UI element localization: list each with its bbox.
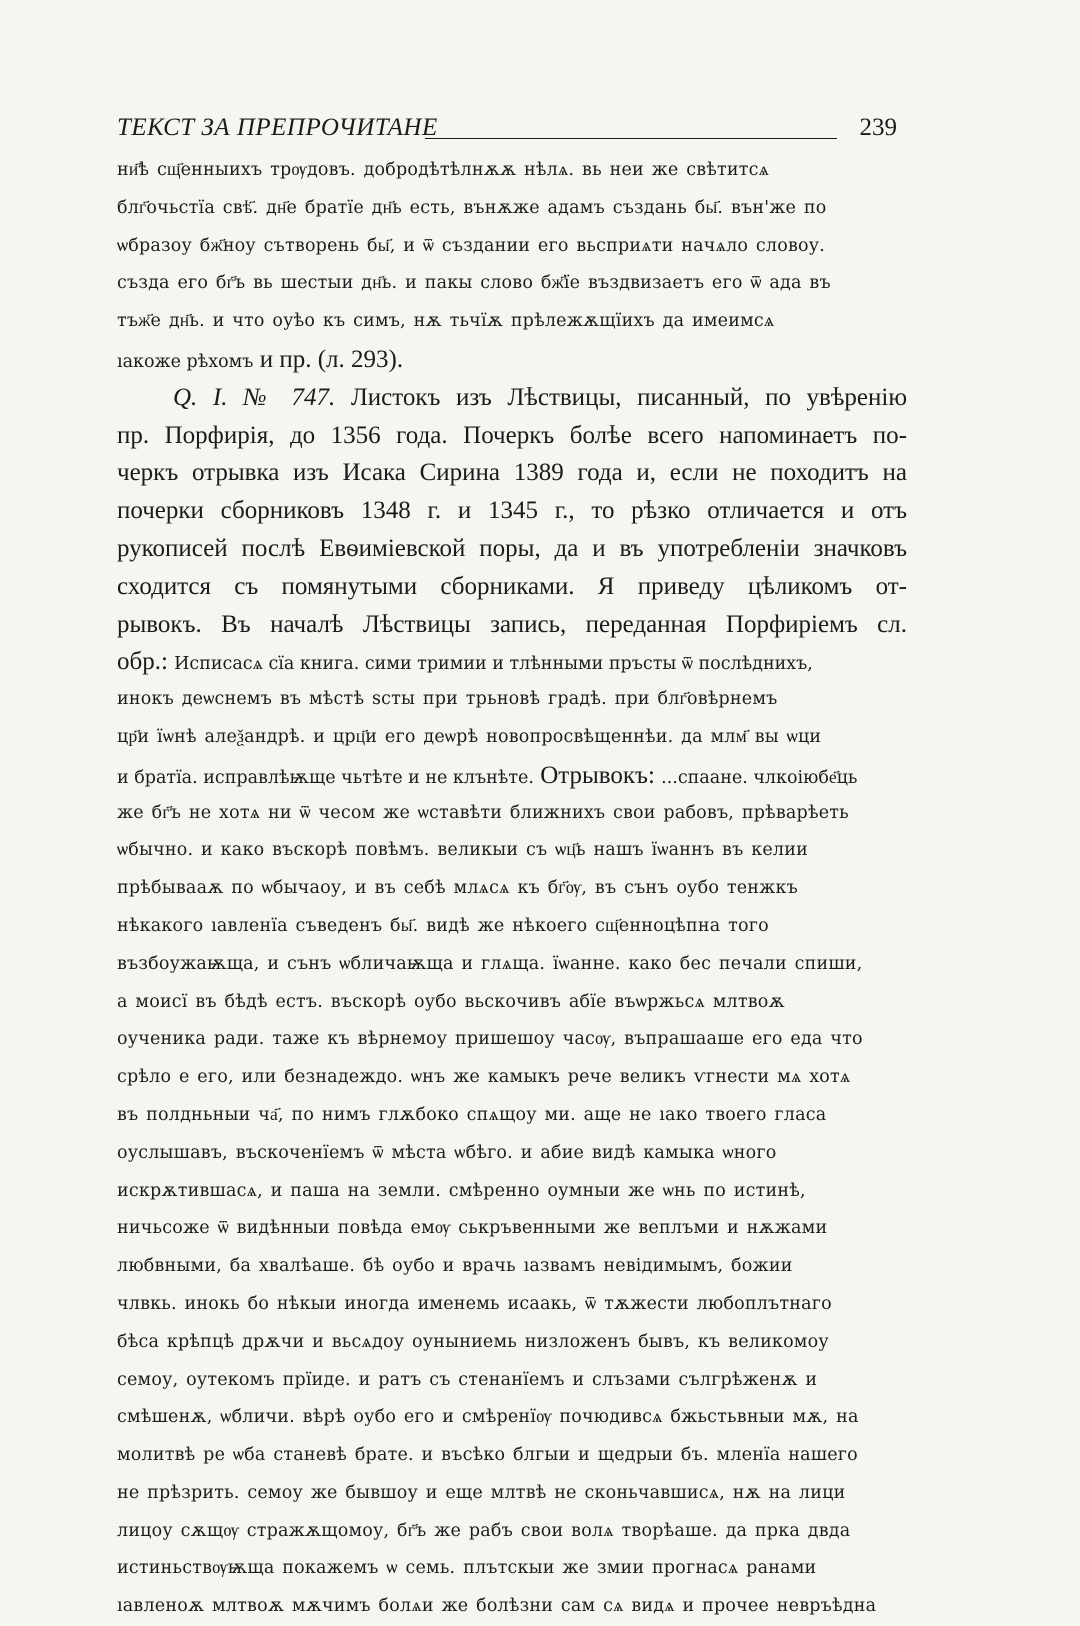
slavonic-line-end — [117, 341, 907, 379]
slavonic-line: оуслышавъ, въскоченїемъ ѿ мѣста ѡбѣго. и абие видѣ камыка ѡного — [117, 1142, 777, 1163]
commentary-fragment: Листокъ изъ Лѣствицы, писанный, по увѣренію — [350, 383, 907, 411]
page-number: 239 — [859, 114, 897, 141]
folio-reference: и пр. (л. 293). — [259, 345, 404, 373]
slavonic-fragment: ıакоже рѣхомъ — [117, 351, 254, 372]
slavonic-line: възбоужаѭща, и сънъ ѡбличаѭща и глѧща. їѡанне. како бес печали спиши, — [117, 953, 863, 974]
slavonic-fragment: Исписасѧ сїа книга. сими тримии и тлѣнными пръсты ѿ послѣднихъ, — [174, 654, 813, 675]
commentary-line: рывокъ. Въ началѣ Лѣствицы запись, переданная Порфиріемъ сл. — [117, 610, 907, 638]
commentary-line — [117, 379, 907, 417]
excerpt-label: Отрывокъ: — [540, 761, 655, 789]
slavonic-line: тъж҃е дн҃ь. и что оуѣо къ симъ, нѫ тьчїѫ прѣлежѫщїихъ да имеимсѧ — [117, 311, 775, 332]
slavonic-line: ни҃ѣ сщ҃енныихъ трѹдовъ. добродѣтѣлнѫѫ нѣлѧ. вь неи же свѣтитсѧ — [117, 160, 770, 180]
slavonic-line: любвными, ба хвалѣаше. бѣ оубо и врачь ıазвамъ невідимымъ, божии — [117, 1256, 793, 1277]
slavonic-line: ничьсоже ѿ видѣнныи повѣда емѹ ськръвенными же веплъми и нѫжами — [117, 1218, 828, 1239]
slavonic-line — [117, 757, 907, 795]
slavonic-line: члвкь. инокь бо нѣкыи иногда именемь исаакь, ѿ тѫжести любоплътнаго — [117, 1293, 832, 1314]
slavonic-line: ѡбразоу бж҃ноу сътворень бы҃, и ѿ създании его вьсприѧти начѧло словоу. — [117, 235, 826, 256]
slavonic-line: въ полдньныи ча҃, по нимъ глѫбоко спѧщоу ми. аще не ıако твоего гласа — [117, 1104, 827, 1125]
slavonic-line: смѣшенѫ, ѡбличи. вѣрѣ оубо его и смѣренїѹ почюдивсѧ бжьстьвныи мѫ, на — [117, 1407, 859, 1428]
running-title: ТЕКСТ ЗА ПРЕПРОЧИТАНЕ — [117, 114, 438, 141]
manuscript-reference: Q. I. № 747. — [173, 383, 336, 411]
slavonic-line: ıавленоѫ млтвоѫ мѫчимъ болѧи же болѣзни сам сѧ видѧ и прочее невръѣдна — [117, 1596, 877, 1617]
slavonic-line: прѣбывааѫ по ѡбычаоу, и въ себѣ млѧсѧ къ бг҃ѹ, въ сънъ оубо тенжкъ — [117, 878, 798, 899]
slavonic-line: истиньствѹѭща покажемъ ѡ семь. плътскыи же змии прогнасѧ ранами — [117, 1558, 817, 1579]
slavonic-line: молитвѣ ре ѡба станевѣ брате. и въсѣко блгыи и щедрыи бъ. мленїа нашего — [117, 1445, 858, 1466]
commentary-line: пр. Порфирія, до 1356 года. Почеркъ болѣе всего напоминаетъ по- — [117, 421, 907, 449]
slavonic-line: инокъ деѡснемъ въ мѣстѣ ѕсты при трьновѣ градѣ. при блг҃овѣрнемъ — [117, 689, 778, 710]
running-header — [117, 114, 897, 148]
slavonic-line: блг҃очьстїа свѣ҃. дн҃е братїе дн҃ь есть, вънѫже адамъ създань бы҃. вън'же по — [117, 197, 827, 218]
commentary-line: черкъ отрывка изъ Исака Сирина 1389 года и, если не походитъ на — [117, 459, 907, 487]
header-rule — [425, 138, 837, 139]
slavonic-line: искрѫтившасѧ, и паша на земли. смѣренно оумныи же ѡнь по истинѣ, — [117, 1180, 806, 1201]
body-text — [117, 152, 907, 1626]
slavonic-line: не прѣзрить. семоу же бывшоу и еще млтвѣ не сконьчавшисѧ, нѫ на лици — [117, 1482, 846, 1503]
slavonic-fragment: и братїа. исправлѣѭще чьтѣте и не клънѣте. — [117, 767, 534, 788]
slavonic-line: лицоу сѫщѹ стражѫщомоу, бг҃ъ же рабъ свои волѧ творѣаше. да прка двда — [117, 1520, 851, 1541]
slavonic-line: срѣло е его, или безнадеждо. ѡнъ же камыкъ рече великъ ѵгнести мѧ хотѧ — [117, 1067, 851, 1088]
commentary-line — [117, 643, 907, 681]
slavonic-line: създа его бг҃ъ вь шестыи дн҃ь. и пакы слово бж҃їе въздвизаетъ его ѿ ада въ — [117, 273, 831, 294]
commentary-line: сходится съ помянутыми сборниками. Я приведу цѣликомъ от- — [117, 572, 907, 600]
slavonic-line: ѡбычно. и како въскорѣ повѣмъ. великыи съ ѡц҃ь нашъ їѡаннъ въ келии — [117, 840, 808, 861]
slavonic-line: же бг҃ъ не хотѧ ни ѿ чесом же ѡставѣти ближнихъ свои рабовъ, прѣварѣеть — [117, 802, 849, 823]
slavonic-line: оученика ради. таже къ вѣрнемоу пришешоу часѹ, въпрашааше его еда что — [117, 1029, 863, 1050]
slavonic-fragment: ...спаане. члкоiюбе҃ць — [661, 767, 858, 788]
slavonic-line: а моисї въ бѣдѣ естъ. въскорѣ оубо вьскочивъ абїе въѡржьсѧ млтвоѫ — [117, 991, 785, 1012]
slavonic-line: нѣкакого ıавленїа съведенъ бы҃. видѣ же нѣкоего сщ҃енноцѣпна того — [117, 915, 769, 936]
commentary-fragment: обр.: — [117, 648, 168, 676]
commentary-line: почерки сборниковъ 1348 г. и 1345 г., то рѣзко отличается и отъ — [117, 497, 907, 525]
slavonic-line: семоу, оутекомъ прїиде. и ратъ съ стенанїемъ и слъзами сългрѣженѫ и — [117, 1369, 818, 1390]
commentary-line: рукописей послѣ Евѳиміевской поры, да и въ употребленіи значковъ — [117, 534, 907, 562]
slavonic-line: цр҃и їѡнѣ алеѯандрѣ. и црц҃и его деѡрѣ новопросвѣщеннѣи. да млм҃ вы ѡци — [117, 726, 822, 747]
slavonic-line: бѣса крѣпцѣ дрѫчи и вьсѧдоу оуныниемь низложенъ бывъ, къ великомоу — [117, 1331, 829, 1352]
